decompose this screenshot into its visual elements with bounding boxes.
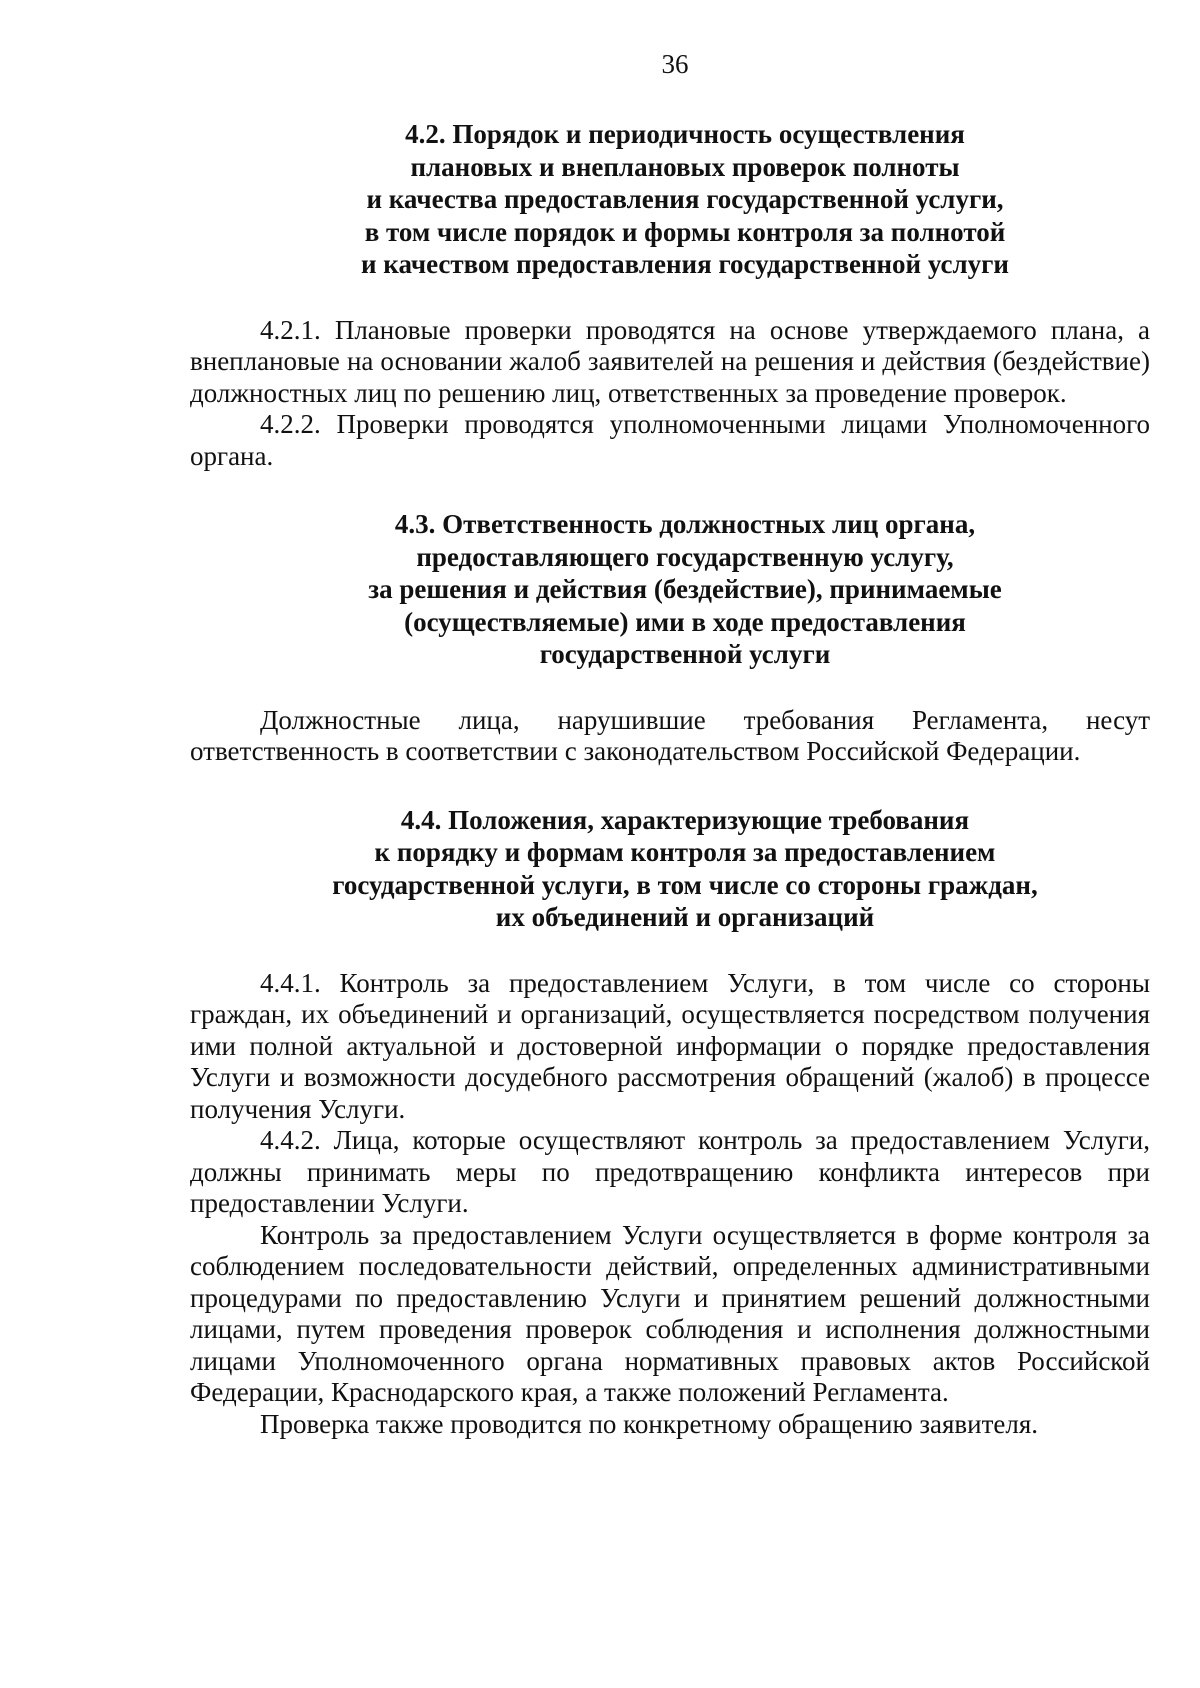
heading-line: и качества предоставления государственной услуги, (366, 184, 1004, 214)
section-heading-4-2 (190, 118, 1150, 281)
heading-line: (осуществляемые) ими в ходе предоставления (404, 606, 966, 637)
heading-line: плановых и внеплановых проверок полноты (410, 151, 960, 182)
heading-line: к порядку и формам контроля за предоставлением (374, 837, 996, 867)
heading-line: предоставляющего государственную услугу, (416, 541, 954, 572)
heading-line: 4.3. Ответственность должностных лиц органа, (394, 509, 976, 539)
section-heading-4-3 (190, 508, 1150, 671)
section-heading-4-4 (190, 804, 1150, 934)
heading-line: и качеством предоставления государственной услуги (361, 249, 1009, 279)
heading-line: государственной услуги, в том числе со стороны граждан, (332, 869, 1038, 900)
heading-line: государственной услуги (539, 639, 831, 669)
document-body (190, 118, 1150, 1440)
heading-line: их объединений и организаций (495, 902, 875, 932)
heading-line: 4.2. Порядок и периодичность осуществления (405, 119, 965, 149)
heading-line: 4.4. Положения, характеризующие требования (400, 804, 970, 835)
paragraph-4-2-2: 4.2.2. Проверки проводятся уполномоченными лицами Уполномоченного органа. (190, 409, 1150, 471)
paragraph-4-4-2: 4.4.2. Лица, которые осуществляют контроль за предоставлением Услуги, должны принимать меры по предотвращению конфликта интересов при предоставлении Услуги. (190, 1125, 1150, 1218)
paragraph-4-4-1: 4.4.1. Контроль за предоставлением Услуги, в том числе со стороны граждан, их объединений и организаций, осуществляется посредством получения ими полной актуальной и достоверной информации о порядке предоставления Услуги и возможности досудебного рассмотрения обращений (жалоб) в процессе получения Услуги. (190, 967, 1150, 1124)
heading-line: в том числе порядок и формы контроля за полнотой (364, 216, 1006, 247)
page-number: 36 (661, 49, 689, 79)
paragraph-4-4-control: Контроль за предоставлением Услуги осуществляется в форме контроля за соблюдением последовательности действий, определенных административными процедурами по предоставлению Услуги и принятием решений должностными лицами, путем проведения проверок соблюдения и исполнения должностными лицами Уполномоченного органа нормативных правовых актов Российской Федерации, Краснодарского края, а также положений Регламента. (190, 1219, 1150, 1407)
paragraph-4-4-check: Проверка также проводится по конкретному обращению заявителя. (260, 1408, 1039, 1439)
heading-line: за решения и действия (бездействие), принимаемые (368, 574, 1002, 604)
paragraph-4-2-1: 4.2.1. Плановые проверки проводятся на основе утверждаемого плана, а внеплановые на основании жалоб заявителей на решения и действия (бездействие) должностных лиц по решению лиц, ответственных за проведение проверок. (190, 314, 1150, 408)
paragraph-4-3: Должностные лица, нарушившие требования Регламента, несут ответственность в соответствии с законодательством Российской Федерации. (190, 704, 1150, 766)
